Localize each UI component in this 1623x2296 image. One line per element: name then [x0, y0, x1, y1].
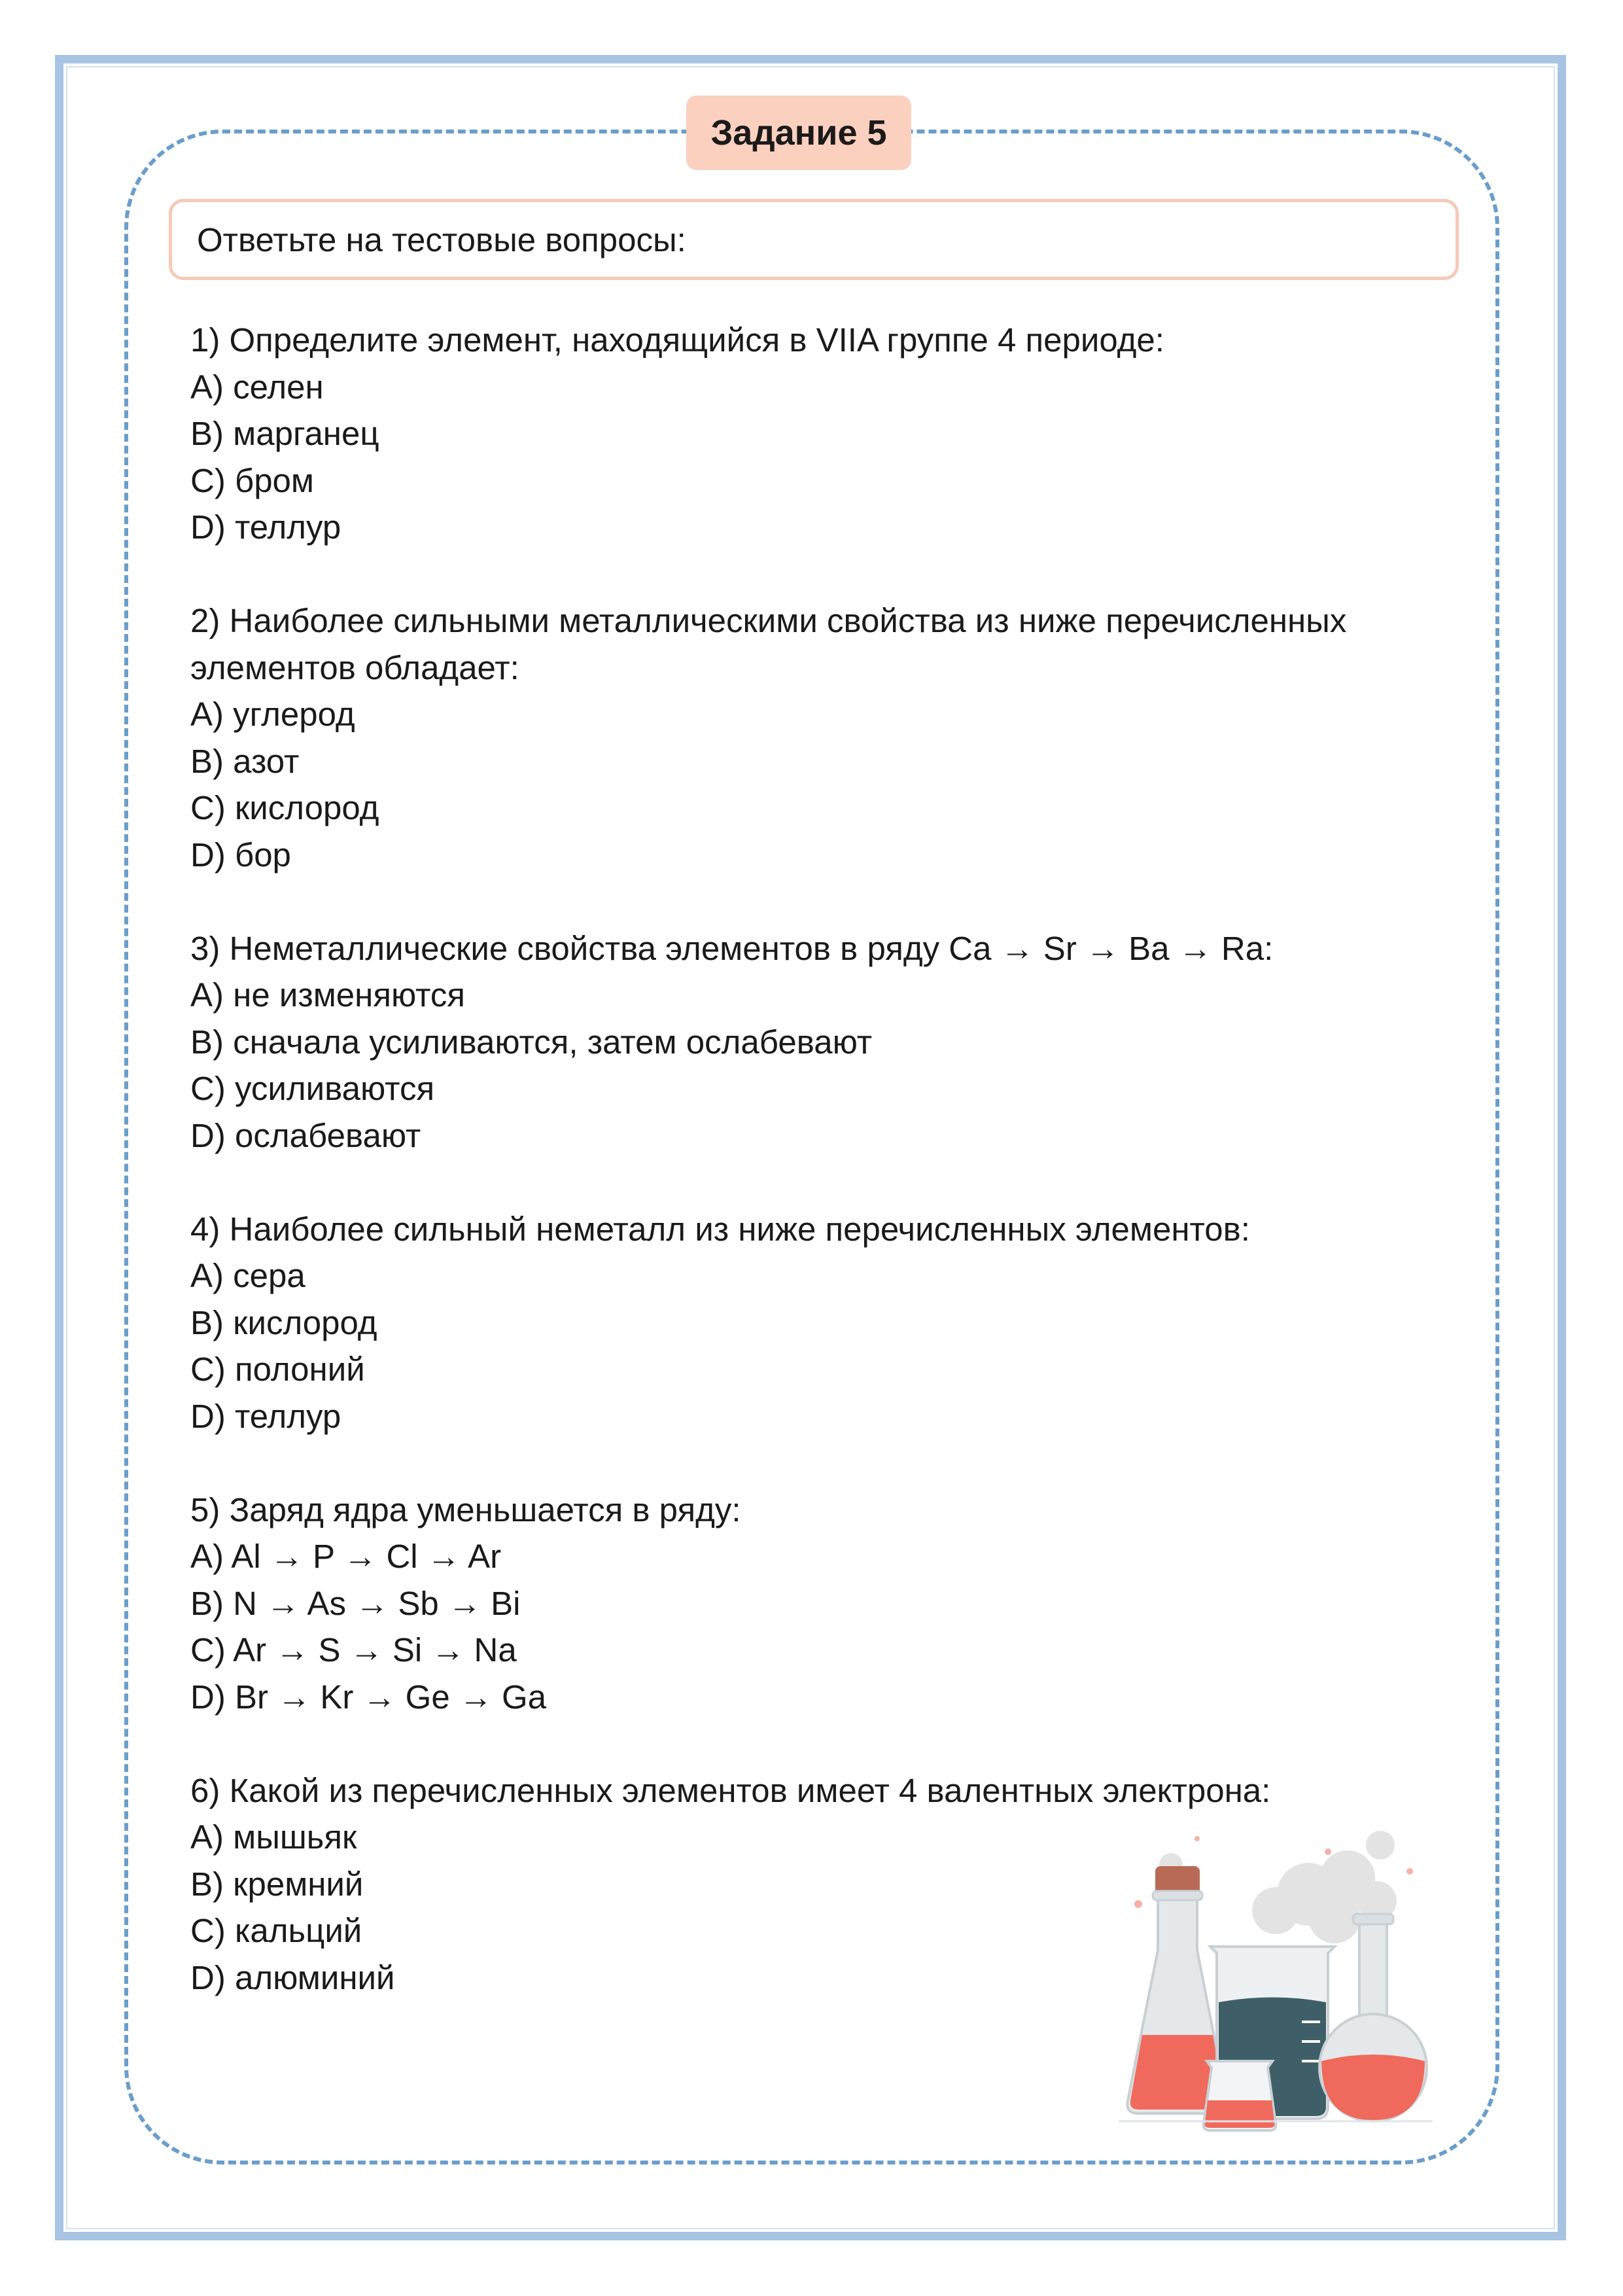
- small-beaker-icon: [1204, 2061, 1276, 2130]
- answer-option: D) теллур: [190, 508, 341, 546]
- answer-option: A) не изменяются: [190, 976, 465, 1014]
- answer-option: B) марганец: [190, 415, 379, 452]
- answer-option: B) N → As → Sb → Bi: [190, 1584, 521, 1622]
- answer-option: C) кислород: [190, 789, 379, 826]
- instruction-box: [169, 199, 1459, 280]
- answer-option: C) Ar → S → Si → Na: [190, 1631, 517, 1669]
- answer-option: C) полоний: [190, 1351, 365, 1388]
- round-flask-icon: [1319, 1914, 1427, 2121]
- answer-option: A) селен: [190, 368, 324, 406]
- question-3: [190, 925, 1446, 1159]
- question-5: [190, 1487, 1446, 1721]
- question-2: [190, 597, 1446, 878]
- answer-option: D) теллур: [190, 1397, 341, 1435]
- question-text: 1) Определите элемент, находящийся в VIIA группе 4 периоде:: [190, 321, 1164, 359]
- answer-option: C) усиливаются: [190, 1070, 435, 1107]
- answer-option: B) кремний: [190, 1865, 364, 1903]
- answer-option: D) алюминий: [190, 1958, 395, 1996]
- answer-option: B) кислород: [190, 1303, 377, 1341]
- answer-option: B) сначала усиливаются, затем ослабевают: [190, 1023, 873, 1061]
- answer-option: C) бром: [190, 461, 314, 499]
- answer-option: A) углерод: [190, 696, 355, 733]
- answer-option: A) сера: [190, 1257, 305, 1294]
- question-text: 5) Заряд ядра уменьшается в ряду:: [190, 1491, 741, 1528]
- question-text: 4) Наиболее сильный неметалл из ниже перечисленных элементов:: [190, 1210, 1250, 1248]
- answer-option: A) Al → P → Cl → Ar: [190, 1538, 502, 1575]
- lab-flasks-icon: [1112, 1826, 1439, 2133]
- instruction-text: Ответьте на тестовые вопросы:: [197, 221, 686, 258]
- answer-option: D) Br → Kr → Ge → Ga: [190, 1678, 547, 1716]
- question-1: [190, 317, 1446, 551]
- question-4: [190, 1206, 1446, 1440]
- answer-option: B) азот: [190, 742, 300, 780]
- question-text: 2) Наиболее сильными металлическими свойства из ниже перечисленных элементов обладает:: [190, 602, 1347, 686]
- answer-option: A) мышьяк: [190, 1818, 357, 1856]
- answer-option: D) ослабевают: [190, 1116, 421, 1154]
- question-text: 3) Неметаллические свойства элементов в ряду Ca → Sr → Ba → Ra:: [190, 929, 1274, 967]
- question-text: 6) Какой из перечисленных элементов имеет 4 валентных электрона:: [190, 1771, 1271, 1809]
- question-list: [190, 317, 1446, 2048]
- answer-option: C) кальций: [190, 1912, 362, 1949]
- task-title: Задание 5: [686, 96, 911, 170]
- answer-option: D) бор: [190, 836, 291, 874]
